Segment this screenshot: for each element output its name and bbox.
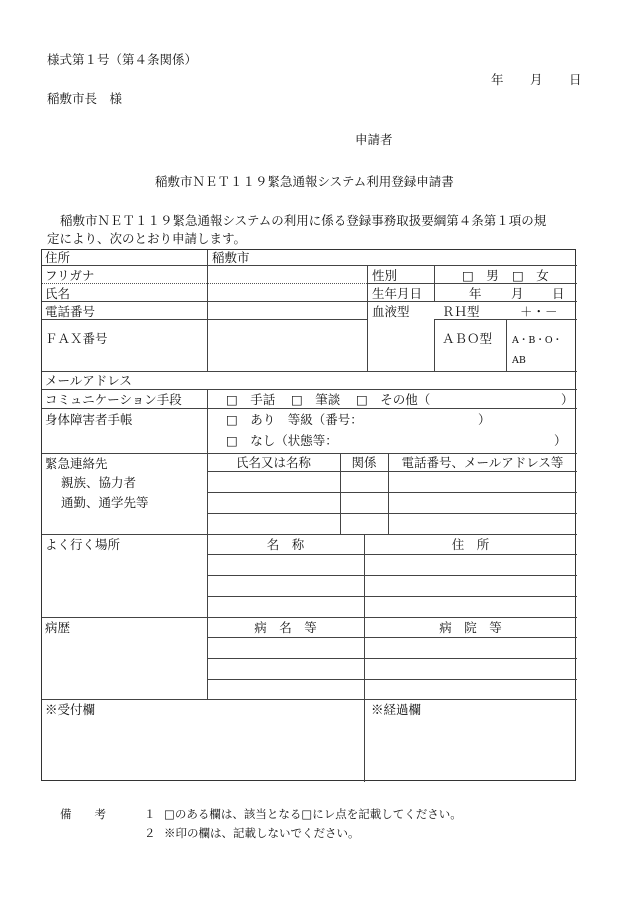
communication-label: コミュニケーション手段 [45,392,182,407]
emergency-contact-sub-work: 通勤、通学先等 [61,495,149,510]
emergency-col-relation: 関係 [351,455,377,470]
applicant-label: 申請者 [355,132,393,147]
phone-label: 電話番号 [45,304,96,319]
birthdate-label: 生年月日 [372,286,423,301]
medical-history-label: 病歴 [45,620,71,635]
emergency-col-contact: 電話番号、メールアドレス等 [401,455,564,470]
application-form-table [41,249,576,781]
disability-no-close: ） [554,433,567,448]
date-month-label: 月 [530,72,543,87]
communication-other-close: ） [561,392,574,407]
gender-label: 性別 [372,268,398,283]
places-col-address: 住 所 [451,537,490,552]
disability-label: 身体障害者手帳 [45,412,133,427]
communication-other-checkbox[interactable]: □ その他（ [356,392,431,407]
furigana-label: フリガナ [45,268,95,283]
date-year-label: 年 [491,72,504,87]
birthdate-year: 年 [469,286,482,301]
rh-type-options[interactable]: ＋・－ [520,304,558,319]
disability-no-checkbox[interactable]: □ なし（状態等： [226,433,338,448]
rh-type-label: ＲＨ型 [442,304,480,319]
notes-label: 備 考 [60,807,106,821]
progress-label: ※経過欄 [371,702,422,717]
abo-type-options[interactable]: A・B・O・ [512,335,563,346]
emergency-contact-sub-family: 親族、協力者 [61,475,137,490]
note-2-number: ２ [144,826,156,840]
blood-type-label: 血液型 [372,304,410,319]
form-number: 様式第１号（第４条関係） [47,52,198,67]
communication-writing-checkbox[interactable]: □ 筆談 [291,392,341,407]
note-1-text: □のある欄は、該当となる□にレ点を記載してください。 [164,807,462,821]
disability-yes-close: ） [478,412,491,427]
abo-type-options-ab[interactable]: AB [512,355,526,366]
addressee: 稲敷市長 様 [47,91,123,106]
gender-female-checkbox[interactable]: □ 女 [512,268,549,283]
emergency-contact-label: 緊急連絡先 [45,456,108,471]
date-day-label: 日 [569,72,582,87]
disability-yes-checkbox[interactable]: □ あり 等級（番号： [226,412,363,427]
email-label: メールアドレス [45,373,132,388]
note-1-number: １ [144,807,156,821]
name-label: 氏名 [45,286,71,301]
emergency-col-name: 氏名又は名称 [235,455,311,470]
history-col-disease: 病 名 等 [254,620,317,635]
fax-label: ＦＡＸ番号 [45,331,108,346]
birthdate-month: 月 [511,286,524,301]
document-title: 稲敷市ＮＥＴ１１９緊急通報システム利用登録申請書 [155,174,454,189]
intro-line-2: 定により、次のとおり申請します。 [47,231,247,246]
gender-male-checkbox[interactable]: □ 男 [462,268,499,283]
reception-label: ※受付欄 [45,702,96,717]
address-value[interactable]: 稲敷市 [212,250,250,265]
frequent-places-label: よく行く場所 [45,537,121,552]
abo-type-label: ＡＢＯ型 [442,331,493,346]
note-2-text: ※印の欄は、記載しないでください。 [164,826,360,840]
places-col-name: 名 称 [266,537,305,552]
birthdate-day: 日 [552,286,565,301]
history-col-hospital: 病 院 等 [439,620,502,635]
address-label: 住所 [45,250,71,265]
intro-line-1: 稲敷市ＮＥＴ１１９緊急通報システムの利用に係る登録事務取扱要綱第４条第１項の規 [60,213,547,228]
communication-sign-language-checkbox[interactable]: □ 手話 [226,392,276,407]
